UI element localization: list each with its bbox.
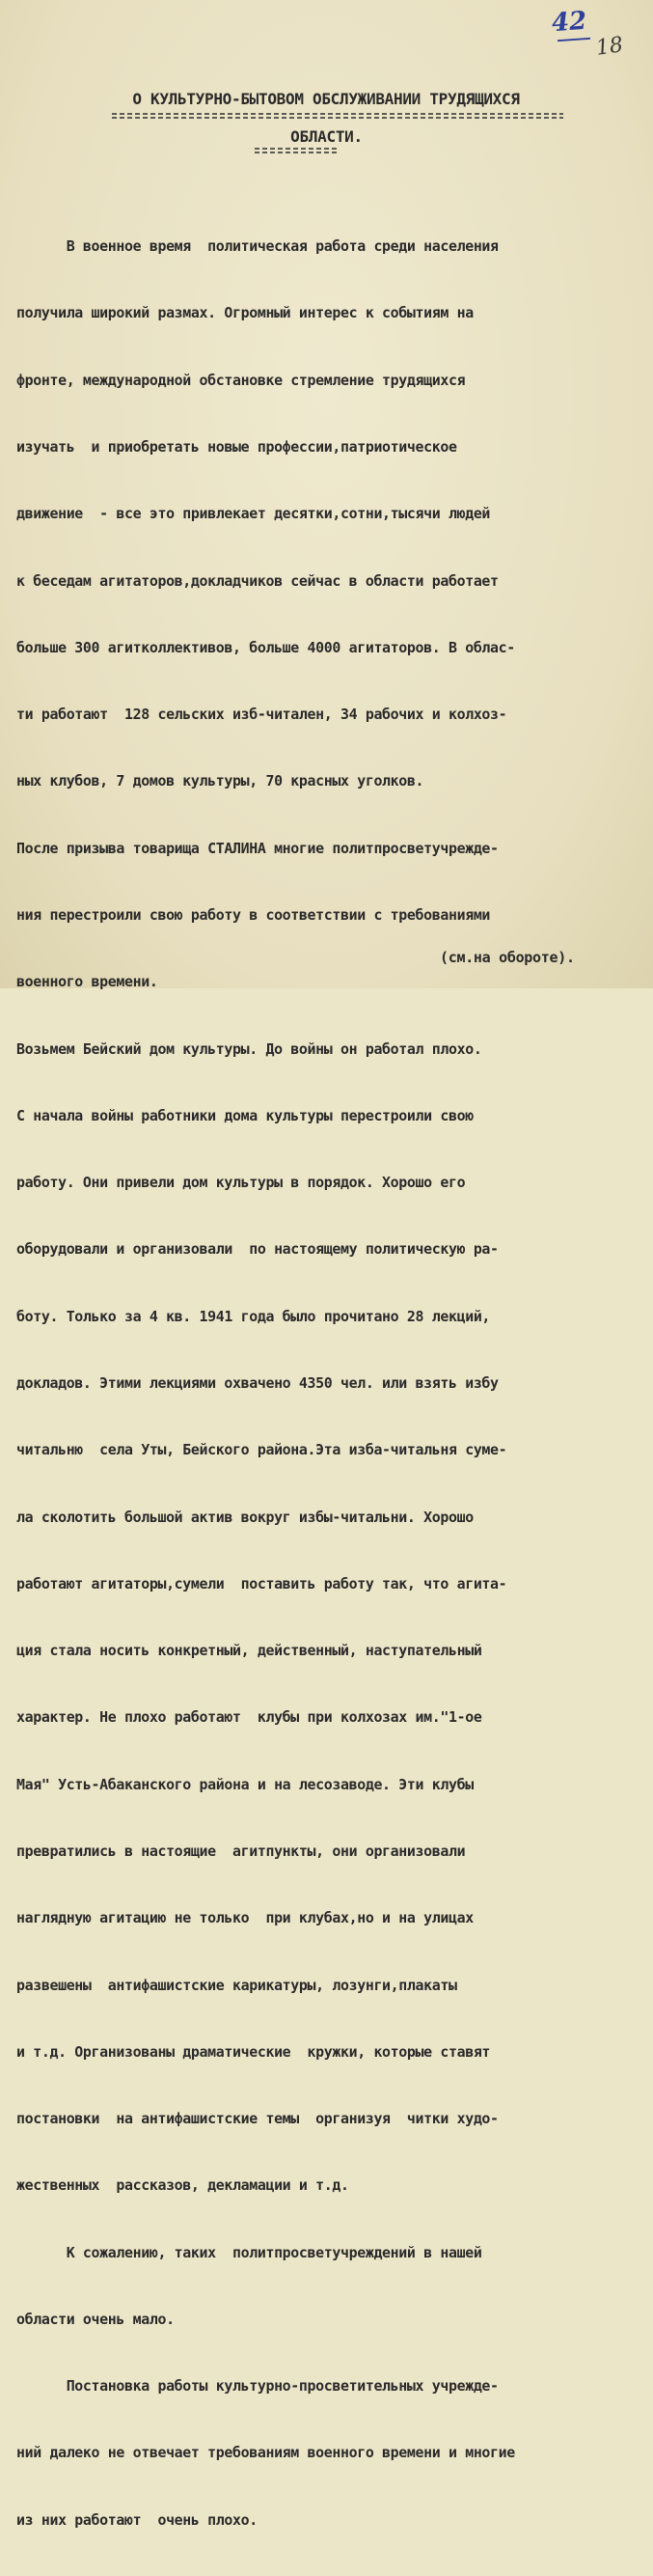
text-line: характер. Не плохо работают клубы при колхозах им."1-ое xyxy=(16,1708,482,1727)
text-line: ния перестроили свою работу в соответствии с требованиями xyxy=(16,906,491,924)
text-line: ция стала носить конкретный, действенный, наступательный xyxy=(16,1642,482,1660)
text-line: области очень мало. xyxy=(16,2310,175,2328)
document-title-line2: ОБЛАСТИ. xyxy=(290,127,363,146)
text-line: постановки на антифашистские темы организуя читки худо- xyxy=(16,2110,499,2128)
text-line: ти работают 128 сельских изб-читален, 34 рабочих и колхоз- xyxy=(16,706,507,724)
title-underline xyxy=(112,117,563,119)
document-title-line1: О КУЛЬТУРНО-БЫТОВОМ ОБСЛУЖИВАНИИ ТРУДЯЩИХСЯ xyxy=(132,90,520,108)
text-line: больше 300 агитколлективов, больше 4000 агитаторов. В облас- xyxy=(16,638,515,656)
text-line: Мая" Усть-Абаканского района и на лесозаводе. Эти клубы xyxy=(16,1775,474,1793)
text-line: После призыва товарища СТАЛИНА многие политпросветучрежде- xyxy=(16,839,499,857)
text-line: читальню села Уты, Бейского района.Эта изба-читальня суме- xyxy=(16,1441,507,1459)
text-line: боту. Только за 4 кв. 1941 года было прочитано 28 лекций, xyxy=(16,1307,491,1325)
body-text xyxy=(16,191,643,2576)
text-line: К сожалению, таких политпросветучреждений в нашей xyxy=(16,2243,482,2261)
text-line: ний далеко не отвечает требованиям военного времени и многие xyxy=(16,2444,515,2462)
archive-number-underline xyxy=(558,38,590,42)
title-underline xyxy=(255,152,338,153)
text-line: военного времени. xyxy=(16,973,158,991)
title-underline xyxy=(255,148,338,150)
text-line: ных клубов, 7 домов культуры, 70 красных уголков. xyxy=(16,772,424,790)
text-line: движение - все это привлекает десятки,сотни,тысячи людей xyxy=(16,505,491,523)
continued-note: (см.на обороте). xyxy=(440,949,575,966)
text-line: к беседам агитаторов,докладчиков сейчас в области работает xyxy=(16,571,499,590)
text-line: фронте, международной обстановке стремление трудящихся xyxy=(16,371,466,389)
text-line: Постановка работы культурно-просветительных учрежде- xyxy=(16,2377,499,2396)
text-line: из них работают очень плохо. xyxy=(16,2510,258,2529)
title-underline xyxy=(112,113,563,115)
text-line: С начала войны работники дома культуры перестроили свою xyxy=(16,1106,474,1124)
text-line: работу. Они привели дом культуры в порядок. Хорошо его xyxy=(16,1174,466,1192)
text-line: жественных рассказов, декламации и т.д. xyxy=(16,2176,349,2195)
text-line: развешены антифашистские карикатуры, лозунги,плакаты xyxy=(16,1976,457,1994)
text-line: превратились в настоящие агитпункты, они организовали xyxy=(16,1842,466,1860)
text-line: изучать и приобретать новые профессии,патриотическое xyxy=(16,438,457,457)
text-line: оборудовали и организовали по настоящему политическую ра- xyxy=(16,1240,499,1259)
text-line: докладов. Этими лекциями охвачено 4350 чел. или взять избу xyxy=(16,1373,499,1392)
text-line: и т.д. Организованы драматические кружки, которые ставят xyxy=(16,2042,491,2061)
text-line: наглядную агитацию не только при клубах,но и на улицах xyxy=(16,1909,474,1927)
text-line: работают агитаторы,сумели поставить работу так, что агита- xyxy=(16,1574,507,1593)
text-line: Возьмем Бейский дом культуры. До войны он работал плохо. xyxy=(16,1039,482,1058)
text-line: ла сколотить большой актив вокруг избы-читальни. Хорошо xyxy=(16,1508,474,1526)
text-line: В военное время политическая работа среди населения xyxy=(16,237,499,256)
text-line: получила широкий размах. Огромный интерес к событиям на xyxy=(16,304,474,322)
page-number: 18 xyxy=(594,33,625,61)
archive-number: 42 xyxy=(550,6,588,39)
